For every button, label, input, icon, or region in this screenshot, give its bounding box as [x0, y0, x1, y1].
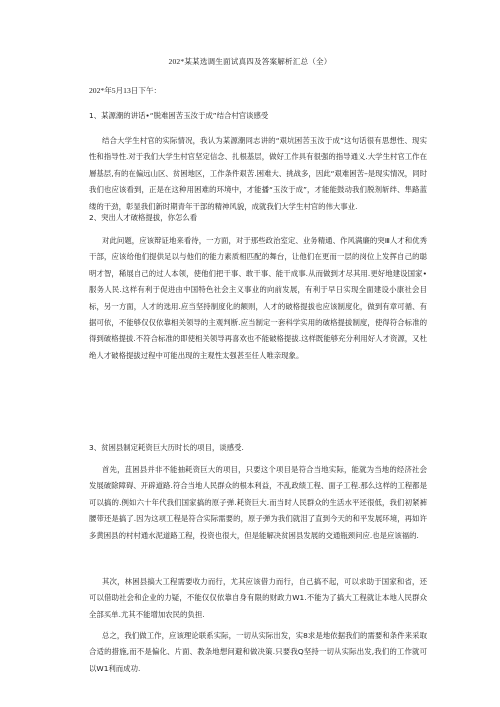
section-heading-3: 3、贫困县制定耗资巨大历时长的项目，谈感受. — [89, 443, 244, 452]
section-heading-2: 2、突出人才破格提拔，你怎么看 — [89, 213, 198, 222]
section-3-paragraph-1: 首先，苴困县并非不能抽耗资巨大的项目，只要这个项目是符合当地实际，能就为当地的经济社会发展破除障碍、开辟道路.符合当地人民群众的根本利益，不乱政绩工程、面子工程.那么这样的工程都是可以搞的.例如六十年代我们国家搞的原子弹.耗资巨大.而当时人民群众的生活水平还很低，我们初紧裤腰带还是搞了.因为这项工程是符合实际需要的，原子弹为我们就泪了直到今天的和平发展环境，再如许多黄困县的村村通水泥道路工程，投资也很大，但是能解决贫困县发展的交通瓶颈问应.也是应该福的. — [89, 465, 427, 540]
section-heading-1: 1、某源潮的讲话•“脱难困苦玉汝于成”结合村官谈感受 — [89, 111, 269, 120]
section-2-paragraph-1: 对此问题，应该辩证地来看待，一方面，对于那些政治室定、业务精通、作风满廉的突Ⅲ人才和优秀干部，应该给他们提供足以与他们的能力素质相匹配的舞台，让他们在更而一层的岗位上发挥自己的聪明才智，稀展自己的过人本领，使他们把干事、敢干事、能干成事.从而做到才尽其用.更好地建设国家•服务人民.这样有利于促进由中国特色社会主义事业的向前发展，有利于早日实现全面建设小康社会目标，另一方面，人才的选用.应当坚持制度化的额则，人才的破格提拔也应该制度化，做到有章可循、有据可依，不能够仅仅依靠相关领导的主观判断.应当制定一套科学实用的破格提拔制度，使得符合标准的得到破格提拔.不符合标准的即使相关领导再喜欢也不能破格提拔.这样既能够充分利用好人才资源，又杜绝人才破格提拔过程中可能出现的主观性太强甚至任人唯亲现象。 — [89, 236, 427, 360]
section-3-paragraph-3: 总之，我们做工作，应该理论联系实际，一切从实际出发，实8求是地依据我们的需要和条件来采取合适的措施,而不是偏化、片面、教条地想问避和做决策.只要我Q坚持一切从实际出发,我们的工作就可以W1利而成功. — [89, 631, 427, 673]
section-1-paragraph-1: 结合大学生村官的实际情况，我认为某源潮同志讲的“艰坑困苦玉汝于成”这句话很有思想性、现实性和指导性.对于我们大学生村官坚定信念、扎根基层，做好工作具有很强的指导通义.大学生村官工作在層基层,有的在偏远山区、贫困地区，工作条件艰苦.困难大、挑战多，因此“艰难困苦–是现实情况，同时我们也应该看到，正是在这种用困难的环境中，才能播“玉汝于成”，才能能鼓动我们脱剂斩绊、隼路蓝缕的干劲，彰显我们新时期青年干部的精神风貌，成就我们大学生村官的伟大事业. — [89, 136, 427, 211]
document-date: 202*年5月13日下午： — [89, 86, 162, 95]
section-3-paragraph-2: 其次，林困县搞大工程需要收力而行，尤其应该借力而行，自己搞不起，可以求助于国家和省，还可以借助社会和企业的力疑，不能仅仅依靠自身有限的财政力W1.不能为了搞大工程就让本地人民群众全部买单.尤其不能增加农民的负担. — [89, 577, 427, 619]
document-title: 202*某某选调生面试真四及答案解析汇总（全） — [168, 57, 332, 66]
